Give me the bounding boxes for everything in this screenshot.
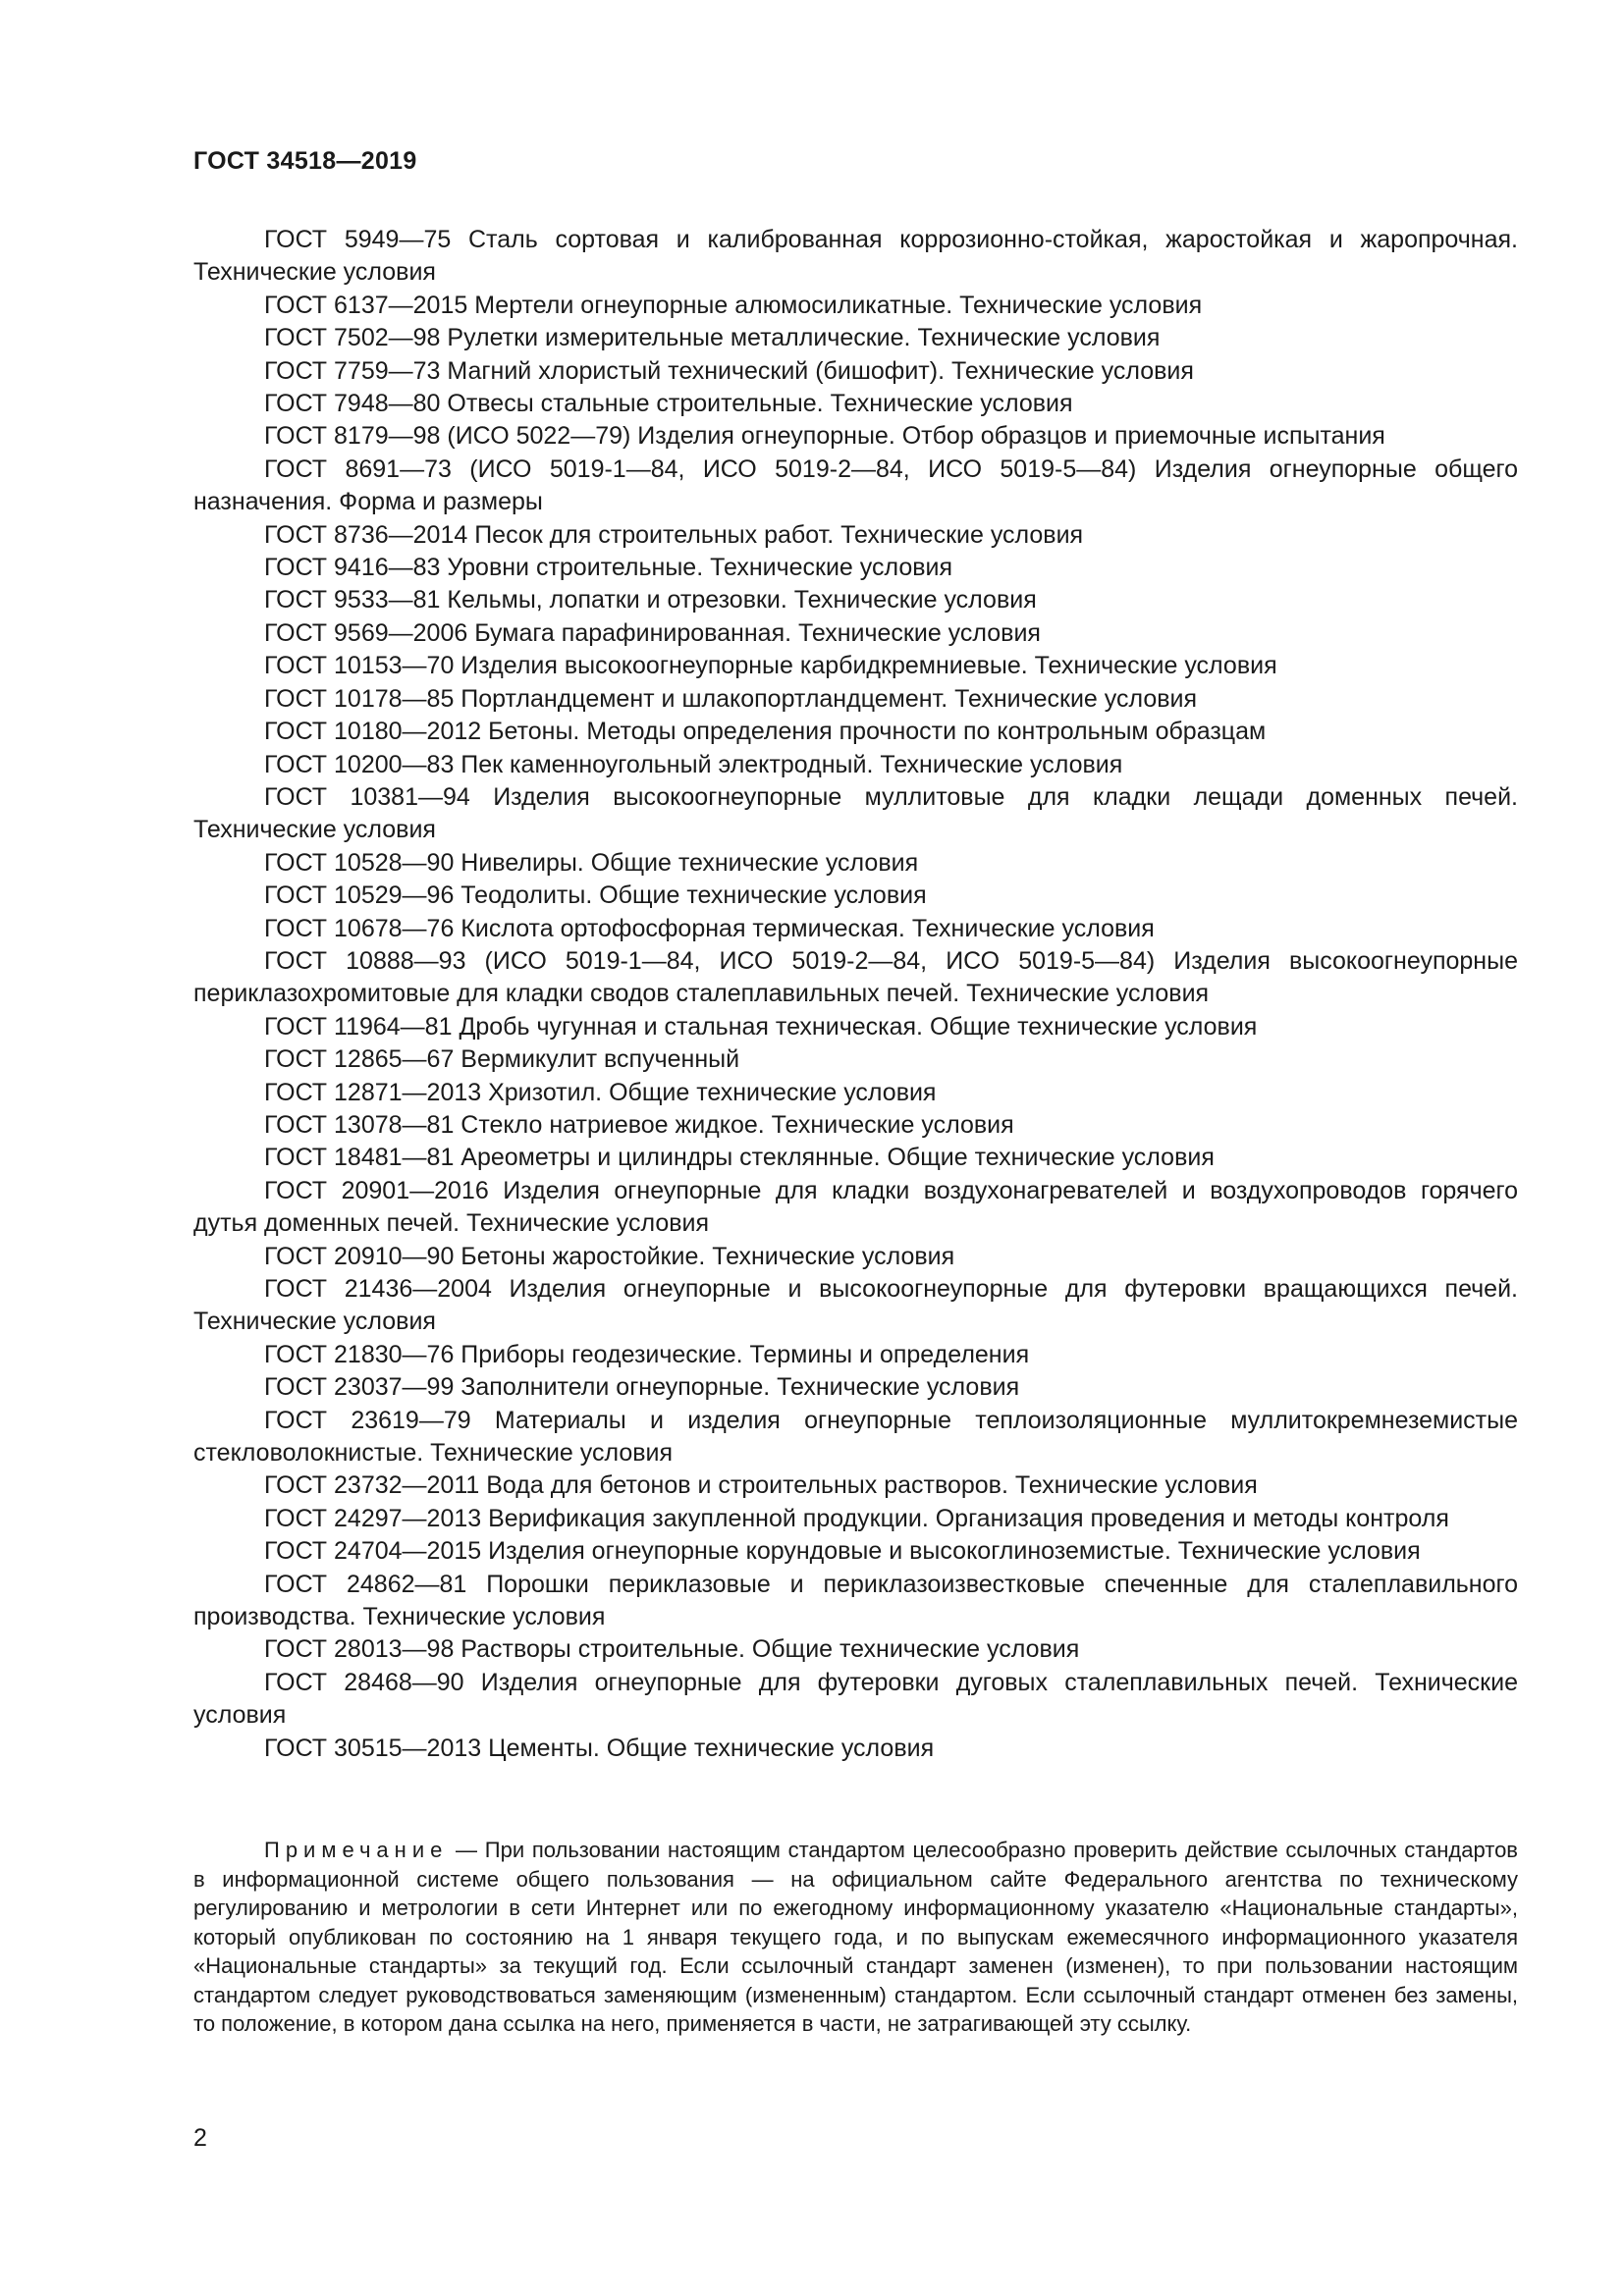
- reference-item: ГОСТ 21436—2004 Изделия огнеупорные и высокоогнеупорные для футеровки вращающихся печей. Технические условия: [193, 1275, 1518, 1336]
- reference-item: ГОСТ 10178—85 Портландцемент и шлакопортландцемент. Технические условия: [264, 684, 1198, 713]
- note-label: Примечание: [264, 1838, 449, 1862]
- normative-references-list: [193, 224, 1518, 1765]
- reference-item: ГОСТ 20901—2016 Изделия огнеупорные для кладки воздухонагревателей и воздухопроводов горячего дутья доменных печей. Технические условия: [193, 1176, 1518, 1238]
- reference-item: ГОСТ 23037—99 Заполнители огнеупорные. Технические условия: [264, 1373, 1020, 1402]
- reference-item: ГОСТ 24862—81 Порошки периклазовые и периклазоизвестковые спеченные для сталеплавильного производства. Технические условия: [193, 1570, 1518, 1631]
- note-text: — При пользовании настоящим стандартом целесообразно проверить действие ссылочных стандартов в информационной системе общего пользования — на официальном сайте Федерального агентства по техническому регулированию и метрологии в сети Интернет или по ежегодному информационному указателю «Национальные стандарты», который опубликован по состоянию на 1 января текущего года, и по выпускам ежемесячного информационного указателя «Национальные стандарты» за текущий год. Если ссылочный стандарт заменен (изменен), то при пользовании настоящим стандартом следует руководствоваться заменяющим (измененным) стандартом. Если ссылочный стандарт отменен без замены, то положение, в котором дана ссылка на него, применяется в части, не затрагивающей эту ссылку.: [193, 1838, 1518, 2036]
- reference-item: ГОСТ 9569—2006 Бумага парафинированная. Технические условия: [264, 618, 1041, 647]
- reference-item: ГОСТ 10200—83 Пек каменноугольный электродный. Технические условия: [264, 750, 1123, 778]
- reference-item: ГОСТ 10153—70 Изделия высокоогнеупорные карбидкремниевые. Технические условия: [264, 652, 1277, 680]
- reference-item: ГОСТ 12865—67 Вермикулит вспученный: [264, 1045, 740, 1074]
- reference-item: ГОСТ 7948—80 Отвесы стальные строительные. Технические условия: [264, 390, 1073, 418]
- reference-item: ГОСТ 13078—81 Стекло натриевое жидкое. Технические условия: [264, 1110, 1014, 1139]
- reference-item: ГОСТ 10529—96 Теодолиты. Общие технические условия: [264, 881, 927, 910]
- reference-item: ГОСТ 28468—90 Изделия огнеупорные для футеровки дуговых сталеплавильных печей. Технические условия: [193, 1668, 1518, 1730]
- reference-item: ГОСТ 18481—81 Ареометры и цилиндры стеклянные. Общие технические условия: [264, 1144, 1215, 1172]
- reference-item: ГОСТ 8179—98 (ИСО 5022—79) Изделия огнеупорные. Отбор образцов и приемочные испытания: [264, 422, 1385, 451]
- page-number: 2: [193, 2124, 207, 2152]
- reference-item: ГОСТ 10888—93 (ИСО 5019-1—84, ИСО 5019-2—84, ИСО 5019-5—84) Изделия высокоогнеупорные периклазохромитовые для кладки сводов сталеплавильных печей. Технические условия: [193, 946, 1518, 1008]
- reference-item: ГОСТ 21830—76 Приборы геодезические. Термины и определения: [264, 1340, 1030, 1368]
- reference-item: ГОСТ 23619—79 Материалы и изделия огнеупорные теплоизоляционные муллитокремнеземистые стекловолокнистые. Технические условия: [193, 1406, 1518, 1468]
- reference-item: ГОСТ 8691—73 (ИСО 5019-1—84, ИСО 5019-2—84, ИСО 5019-5—84) Изделия огнеупорные общего назначения. Форма и размеры: [193, 454, 1518, 516]
- reference-item: ГОСТ 20910—90 Бетоны жаростойкие. Технические условия: [264, 1242, 955, 1270]
- reference-item: ГОСТ 28013—98 Растворы строительные. Общие технические условия: [264, 1635, 1080, 1664]
- reference-item: ГОСТ 7502—98 Рулетки измерительные металлические. Технические условия: [264, 324, 1161, 352]
- reference-item: ГОСТ 9533—81 Кельмы, лопатки и отрезовки. Технические условия: [264, 586, 1037, 614]
- reference-item: ГОСТ 30515—2013 Цементы. Общие технические условия: [264, 1734, 935, 1762]
- reference-item: ГОСТ 10180—2012 Бетоны. Методы определения прочности по контрольным образцам: [264, 718, 1267, 746]
- reference-item: ГОСТ 10528—90 Нивелиры. Общие технические условия: [264, 848, 919, 877]
- reference-item: ГОСТ 12871—2013 Хризотил. Общие технические условия: [264, 1078, 937, 1106]
- reference-item: ГОСТ 7759—73 Магний хлористый технический (бишофит). Технические условия: [264, 356, 1194, 385]
- reference-item: ГОСТ 10381—94 Изделия высокоогнеупорные муллитовые для кладки лещади доменных печей. Технические условия: [193, 782, 1518, 844]
- reference-item: ГОСТ 6137—2015 Мертели огнеупорные алюмосиликатные. Технические условия: [264, 291, 1203, 319]
- reference-item: ГОСТ 24704—2015 Изделия огнеупорные корундовые и высокоглиноземистые. Технические условия: [264, 1537, 1421, 1566]
- note-paragraph: [193, 1836, 1518, 2039]
- reference-item: ГОСТ 24297—2013 Верификация закупленной продукции. Организация проведения и методы контроля: [264, 1504, 1449, 1532]
- reference-item: ГОСТ 10678—76 Кислота ортофосфорная термическая. Технические условия: [264, 914, 1155, 942]
- reference-item: ГОСТ 5949—75 Сталь сортовая и калиброванная коррозионно-стойкая, жаростойкая и жаропрочная. Технические условия: [193, 226, 1518, 287]
- reference-item: ГОСТ 9416—83 Уровни строительные. Технические условия: [264, 554, 953, 582]
- reference-item: ГОСТ 11964—81 Дробь чугунная и стальная техническая. Общие технические условия: [264, 1012, 1258, 1041]
- reference-item: ГОСТ 8736—2014 Песок для строительных работ. Технические условия: [264, 520, 1084, 549]
- document-header: ГОСТ 34518—2019: [193, 147, 417, 175]
- reference-item: ГОСТ 23732—2011 Вода для бетонов и строительных растворов. Технические условия: [264, 1471, 1258, 1500]
